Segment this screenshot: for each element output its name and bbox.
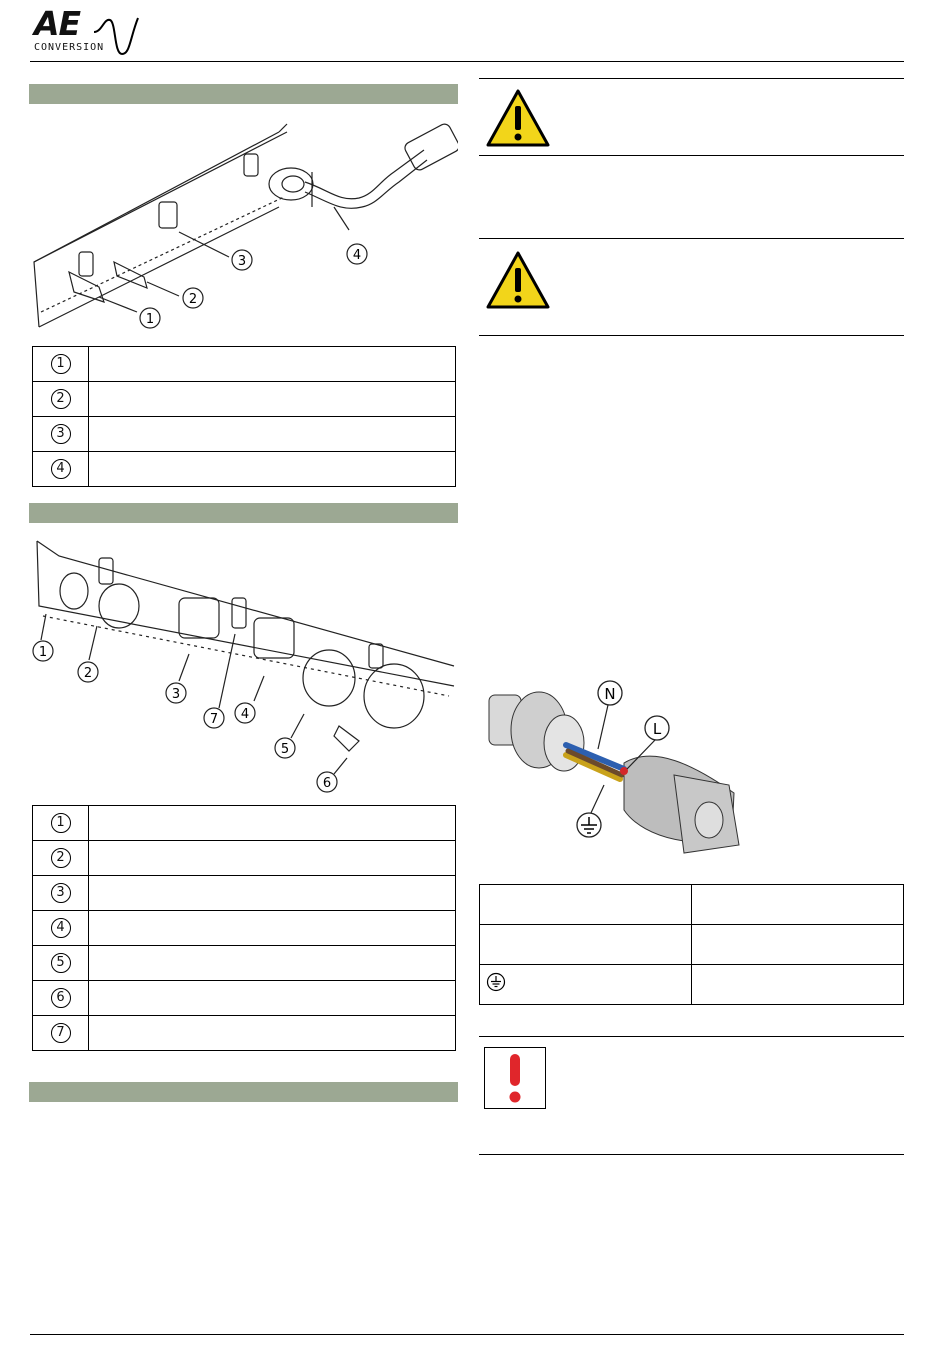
- legend-number: 1: [51, 354, 71, 374]
- figure2-callout-1-label: 1: [38, 645, 48, 660]
- table-row: [33, 981, 456, 1016]
- table-row: [33, 946, 456, 981]
- legend-number: 4: [51, 918, 71, 938]
- header-rule: [30, 61, 904, 62]
- table-row: [480, 885, 904, 925]
- figure2-callout-5-label: 5: [280, 742, 290, 757]
- figure2-callout-4-label: 4: [240, 707, 250, 722]
- legend-number: 7: [51, 1023, 71, 1043]
- warning-1-bottom-rule: [479, 155, 904, 156]
- section-bar-1: [29, 84, 458, 104]
- legend-number: 3: [51, 424, 71, 444]
- figure1-callout-3-label: 3: [237, 254, 247, 269]
- table-row: [33, 417, 456, 452]
- figure1-callout-4-label: 4: [352, 248, 362, 263]
- protective-earth-icon: [486, 972, 506, 992]
- warning-1-top-rule: [479, 78, 904, 79]
- logo-subtitle: CONVERSION: [34, 42, 105, 53]
- figure2-callout-7-label: 7: [209, 712, 219, 727]
- table-row: [33, 347, 456, 382]
- legend-table-1: [32, 346, 456, 487]
- legend-number: 1: [51, 813, 71, 833]
- legend-number: 2: [51, 389, 71, 409]
- warning-2-top-rule: [479, 238, 904, 239]
- legend-number: 3: [51, 883, 71, 903]
- table-row: [33, 382, 456, 417]
- figure2-callout-3-label: 3: [171, 687, 181, 702]
- table-row: [480, 925, 904, 965]
- legend-table-2: [32, 805, 456, 1051]
- figure2-callout-2-label: 2: [83, 666, 93, 681]
- figure2-callout-6-label: 6: [322, 776, 332, 791]
- legend-number: 5: [51, 953, 71, 973]
- table-row: [33, 876, 456, 911]
- logo-wordmark: AE: [34, 4, 81, 43]
- warning-triangle-icon: [485, 88, 551, 148]
- figure-connector-overview: [29, 112, 458, 337]
- warning-2-bottom-rule: [479, 335, 904, 336]
- figure-ac-connector: [484, 675, 754, 865]
- table-row: [480, 965, 904, 1005]
- legend-number: 6: [51, 988, 71, 1008]
- exclamation-icon: [484, 1047, 546, 1109]
- table-row: [33, 806, 456, 841]
- live-label: L: [652, 720, 662, 738]
- section-bar-2: [29, 503, 458, 523]
- warning-triangle-icon: [485, 250, 551, 310]
- table-row: [33, 1016, 456, 1051]
- legend-number: 2: [51, 848, 71, 868]
- figure-interface-panel: [29, 536, 458, 798]
- notice-top-rule: [479, 1036, 904, 1037]
- legend-number: 4: [51, 459, 71, 479]
- section-bar-3: [29, 1082, 458, 1102]
- table-row: [33, 841, 456, 876]
- table-row: [33, 911, 456, 946]
- neutral-label: N: [604, 685, 616, 703]
- figure1-callout-1-label: 1: [145, 312, 155, 327]
- notice-bottom-rule: [479, 1154, 904, 1155]
- figure1-callout-2-label: 2: [188, 292, 198, 307]
- table-row: [33, 452, 456, 487]
- footer-rule: [30, 1334, 904, 1335]
- wire-assignment-table: [479, 884, 904, 1005]
